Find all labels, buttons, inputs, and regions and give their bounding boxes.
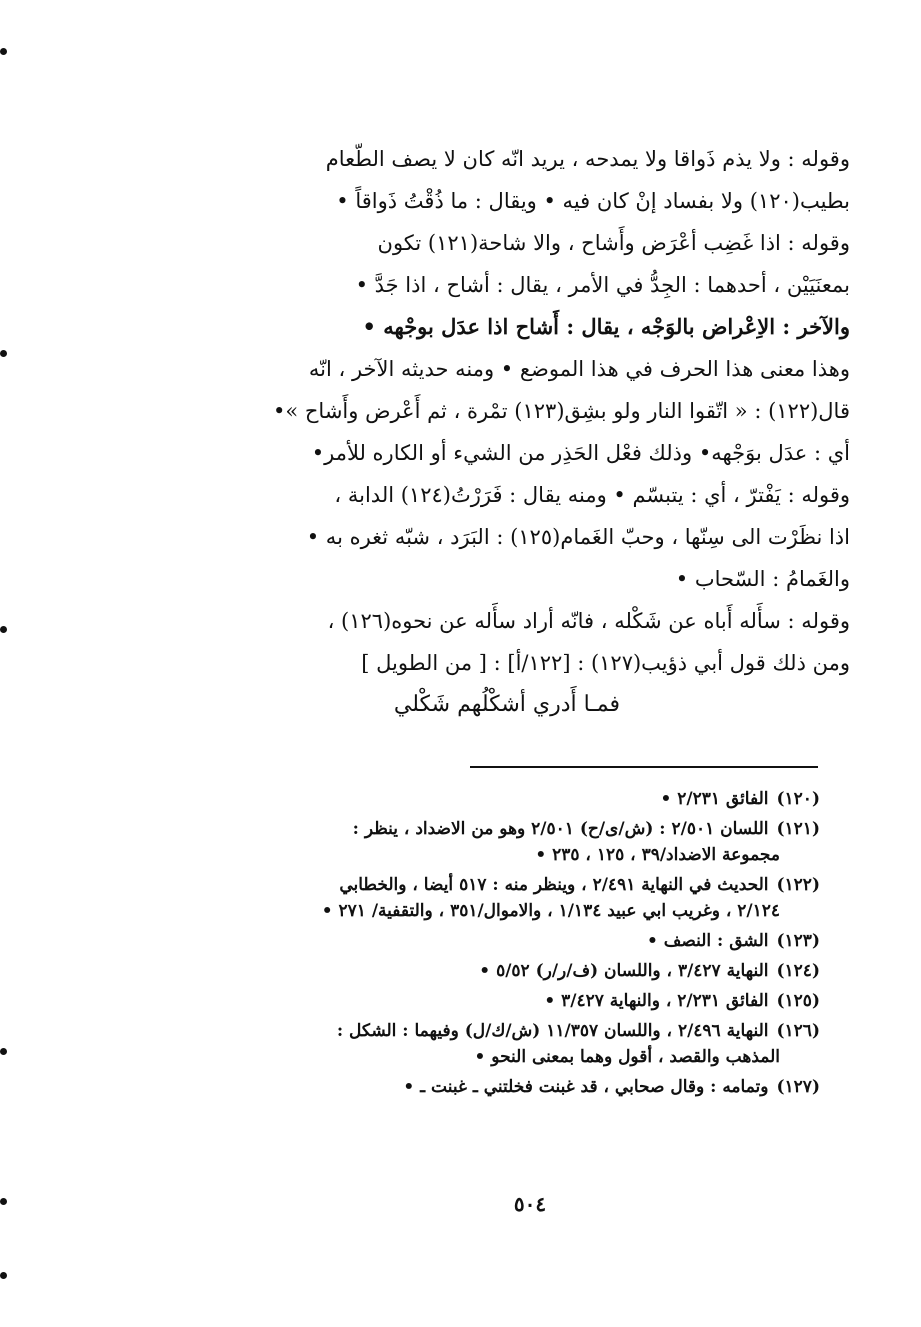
text-line: وهذا معنى هذا الحرف في هذا الموضع • ومنه حديثه الآخر ، انّه: [308, 357, 850, 381]
footnotes: [165, 786, 820, 1104]
footnote-number: (١٢٣): [776, 931, 820, 951]
text-line: والغَمامُ : السّحاب •: [675, 567, 850, 591]
footnote-number: (١٢٤): [776, 961, 820, 981]
margin-mark: [0, 626, 7, 633]
footnote-number: (١٢١): [776, 819, 820, 839]
footnote: [165, 872, 820, 924]
text-line: بمعنَيَيْن ، أحدهما : الجِدُّ في الأمر ، يقال : أشاح ، اذا جَدَّ •: [355, 273, 850, 297]
footnote: [165, 928, 820, 954]
footnote-text: الحديث في النهاية ٢/٤٩١ ، وينظر منه : ٥١٧ أيضا ، والخطابي: [339, 875, 769, 895]
text-line: وقوله : اذا غَضِب أعْرَض وأَشاح ، والا شاحة(١٢١) تكون: [377, 231, 850, 255]
footnote: [165, 1074, 820, 1100]
text-line: وقوله : ولا يذم ذَواقا ولا يمدحه ، يريد انّه كان لا يصف الطّعام: [325, 147, 850, 171]
text-line: قال(١٢٢) : « اتّقوا النار ولو بشِق(١٢٣) تمْرة ، ثم أَعْرض وأَشاح »•: [272, 399, 850, 423]
margin-mark: [0, 1272, 7, 1279]
footnote-continuation: المذهب والقصد ، أقول وهما بمعنى النحو •: [474, 1047, 780, 1067]
footnote-text: وتمامه : وقال صحابي ، قد غبنت فخلتني ـ غبنت ـ •: [403, 1077, 769, 1097]
margin-mark: [0, 1048, 7, 1055]
footnote: [165, 958, 820, 984]
footnote-text: الفائق ٢/٢٣١ ، والنهاية ٣/٤٢٧ •: [544, 991, 769, 1011]
text-line: والآخر : الاِعْراض بالوَجْه ، يقال : أَشاح اذا عدَل بوجْهه •: [362, 314, 850, 339]
verse-line: فمـا أَدري أشكْلُهم شَكْلي: [393, 692, 620, 717]
footnote-divider: [470, 766, 818, 768]
footnote-text: الفائق ٢/٢٣١ •: [660, 789, 769, 809]
footnote-number: (١٢٢): [776, 875, 820, 895]
footnote-number: (١٢٠): [776, 789, 820, 809]
footnote-number: (١٢٦): [776, 1021, 820, 1041]
footnote-continuation: مجموعة الاضداد/٣٩ ، ١٢٥ ، ٢٣٥ •: [535, 845, 780, 865]
footnote-text: اللسان ٢/٥٠١ : (ش/ى/ح) ٢/٥٠١ وهو من الاضداد ، ينظر :: [352, 819, 769, 839]
text-line: وقوله : سأَله أَباه عن شَكْله ، فانّه أراد سأَله عن نحوه(١٢٦) ،: [327, 609, 850, 633]
footnote: [165, 786, 820, 812]
footnote-text: الشق : النصف •: [646, 931, 769, 951]
footnote-number: (١٢٥): [776, 991, 820, 1011]
page-number: ٥٠٤: [513, 1192, 547, 1216]
footnote: [165, 1018, 820, 1070]
footnote-continuation: ٢/١٢٤ ، وغريب ابي عبيد ١/١٣٤ ، والاموال/٣٥١ ، والتقفية/ ٢٧١ •: [321, 901, 780, 921]
text-line: اذا نظَرْت الى سِنّها ، وحبّ الغَمام(١٢٥) : البَرَد ، شبّه ثغره به •: [306, 525, 850, 549]
text-line: أي : عدَل بوَجْهه• وذلك فعْل الحَذِر من الشيء أو الكاره للأمر•: [311, 441, 850, 465]
footnote-number: (١٢٧): [776, 1077, 820, 1097]
footnote-text: النهاية ٣/٤٢٧ ، واللسان (ف/ر/ر) ٥/٥٢ •: [479, 961, 769, 981]
text-line: وقوله : يَفْترّ ، أي : يتبسّم • ومنه يقال : فَرَرْتُ(١٢٤) الدابة ،: [334, 483, 850, 507]
footnote-text: النهاية ٢/٤٩٦ ، واللسان ١١/٣٥٧ (ش/ك/ل) وفيهما : الشكل :: [336, 1021, 769, 1041]
footnote: [165, 988, 820, 1014]
margin-mark: [0, 350, 7, 357]
margin-mark: [0, 48, 7, 55]
footnote: [165, 816, 820, 868]
text-line: بطيب(١٢٠) ولا بفساد إنْ كان فيه • ويقال : ما ذُقْتُ ذَواقاً •: [336, 189, 850, 213]
main-text: [150, 138, 850, 726]
text-line: ومن ذلك قول أبي ذؤيب(١٢٧) : [١٢٢/أ] : [ من الطويل ]: [361, 651, 850, 675]
